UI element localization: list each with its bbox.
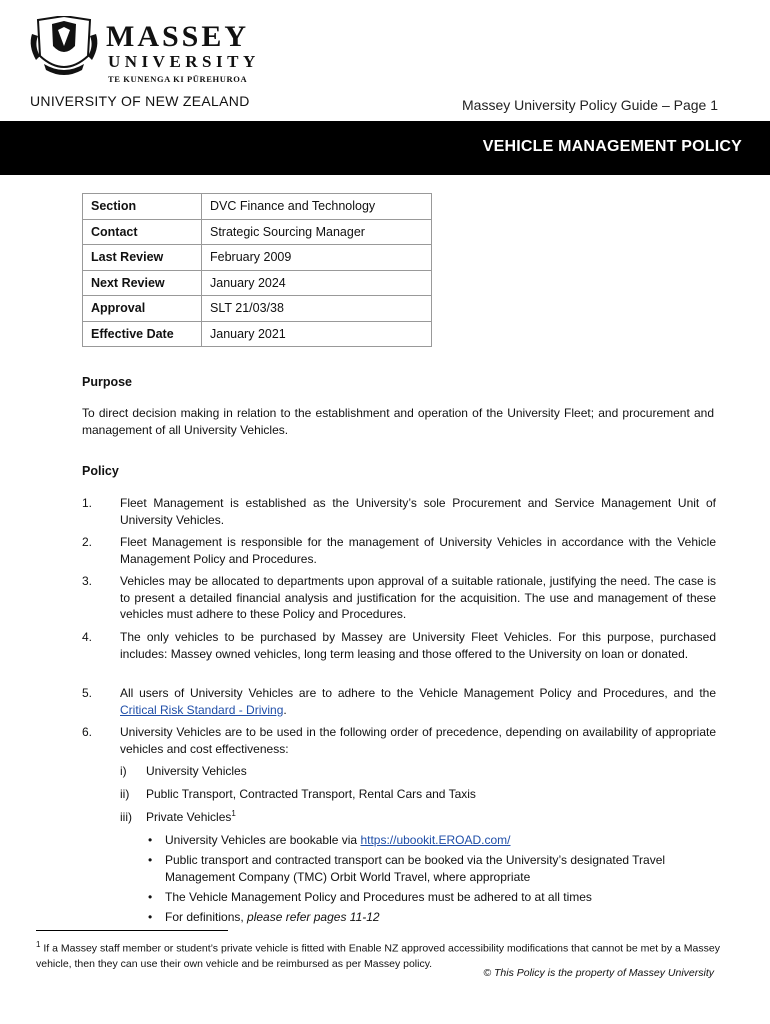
bullet-list <box>148 832 716 929</box>
logo-maori-motto: TE KUNENGA KI PŪREHUROA <box>108 74 248 84</box>
bullet-item: • The Vehicle Management Policy and Procedures must be adhered to at all times <box>148 889 716 906</box>
info-row <box>83 321 432 347</box>
title-bar <box>0 121 770 175</box>
massey-logo <box>28 16 268 96</box>
info-row <box>83 219 432 245</box>
purpose-text: To direct decision making in relation to the establishment and operation of the University Fleet; and procurement and management of all University Vehicles. <box>82 406 714 437</box>
item-text: Fleet Management is responsible for the management of University Vehicles in accordance with the Vehicle Management Policy and Procedures. <box>120 535 716 566</box>
info-row <box>83 245 432 271</box>
info-key: Approval <box>83 296 202 322</box>
sub-item-text: Private Vehicles <box>146 810 232 824</box>
policy-title: VEHICLE MANAGEMENT POLICY <box>482 138 742 155</box>
bullet-text: University Vehicles are bookable via <box>165 833 361 847</box>
footnote-text: If a Massey staff member or student’s private vehicle is fitted with Enable NZ approved accessibility modifications that cannot be met by a Massey vehicle, then they can use their own vehicle and be reimbursed as per Massey policy. <box>36 942 720 970</box>
info-key: Next Review <box>83 270 202 296</box>
bullet-item <box>148 909 716 926</box>
sub-item-number: i) <box>120 764 127 778</box>
item-number: 3. <box>82 574 93 588</box>
footnote-mark: 1 <box>36 940 41 949</box>
sub-item-text: Public Transport, Contracted Transport, Rental Cars and Taxis <box>146 787 476 801</box>
item-number: 2. <box>82 535 93 549</box>
policy-item <box>82 534 716 567</box>
info-value: January 2024 <box>202 270 432 296</box>
bullet-item <box>148 832 716 849</box>
item-text: Vehicles may be allocated to departments upon approval of a suitable rationale, justifying the need. The case is to present a detailed financial analysis and justification for the acquisition. The use and management of these vehicles must adhere to these Policy and Procedures. <box>120 574 716 621</box>
sub-item <box>120 764 247 778</box>
info-key: Contact <box>83 219 202 245</box>
info-key: Last Review <box>83 245 202 271</box>
logo-university: UNIVERSITY <box>108 52 260 71</box>
sub-item <box>120 809 236 824</box>
item-text-lead: All users of University Vehicles are to adhere to the Vehicle Management Policy and Procedures, and the <box>120 686 716 700</box>
footnote-ref: 1 <box>231 809 236 818</box>
policy-info-table <box>82 193 432 347</box>
info-value: February 2009 <box>202 245 432 271</box>
crest-icon <box>28 16 100 78</box>
bullet-text-italic: please refer pages 11-12 <box>247 910 380 924</box>
ubookit-link[interactable]: https://ubookit.EROAD.com/ <box>360 833 511 847</box>
policy-guide-page-title: Massey University Policy Guide – Page 1 <box>462 97 718 113</box>
policy-heading: Policy <box>82 464 119 478</box>
info-value: January 2021 <box>202 321 432 347</box>
info-value: SLT 21/03/38 <box>202 296 432 322</box>
item-text: Fleet Management is established as the University’s sole Procurement and Service Management Unit of University Vehicles. <box>120 496 716 527</box>
info-value: DVC Finance and Technology <box>202 194 432 220</box>
info-row <box>83 296 432 322</box>
info-key: Section <box>83 194 202 220</box>
policy-item <box>82 495 716 528</box>
policy-item <box>82 724 716 757</box>
item-text: University Vehicles are to be used in the following order of precedence, depending on availability of appropriate vehicles and cost effectiveness: <box>120 725 716 756</box>
bullet-item: • Public transport and contracted transport can be booked via the University’s designated Travel Management Company (TMC) Orbit World Travel, where appropriate <box>148 852 716 886</box>
university-of-new-zealand: UNIVERSITY OF NEW ZEALAND <box>30 93 250 109</box>
sub-item <box>120 787 476 801</box>
info-row <box>83 270 432 296</box>
item-text <box>120 685 716 718</box>
policy-item <box>82 573 716 623</box>
sub-item-text: University Vehicles <box>146 764 247 778</box>
purpose-heading: Purpose <box>82 375 133 389</box>
policy-item <box>82 629 716 662</box>
item-text: The only vehicles to be purchased by Massey are University Fleet Vehicles. For this purpose, purchased includes: Massey owned vehicles, long term leasing and those offered to the University on loan or donated. <box>120 630 716 661</box>
critical-risk-standard-link[interactable]: Critical Risk Standard - Driving <box>120 702 284 717</box>
info-row <box>83 194 432 220</box>
item-text-tail: . <box>283 702 287 717</box>
sub-item-number: iii) <box>120 810 132 824</box>
copyright-notice: © This Policy is the property of Massey University <box>483 967 714 979</box>
logo-wordmark: MASSEY <box>106 20 250 53</box>
footnote-divider <box>36 930 228 931</box>
bullet-text: For definitions, <box>165 910 248 924</box>
item-number: 1. <box>82 496 93 510</box>
sub-item-number: ii) <box>120 787 130 801</box>
item-number: 5. <box>82 686 93 700</box>
item-number: 4. <box>82 630 93 644</box>
policy-item <box>82 685 716 718</box>
item-number: 6. <box>82 725 93 739</box>
info-key: Effective Date <box>83 321 202 347</box>
info-value: Strategic Sourcing Manager <box>202 219 432 245</box>
